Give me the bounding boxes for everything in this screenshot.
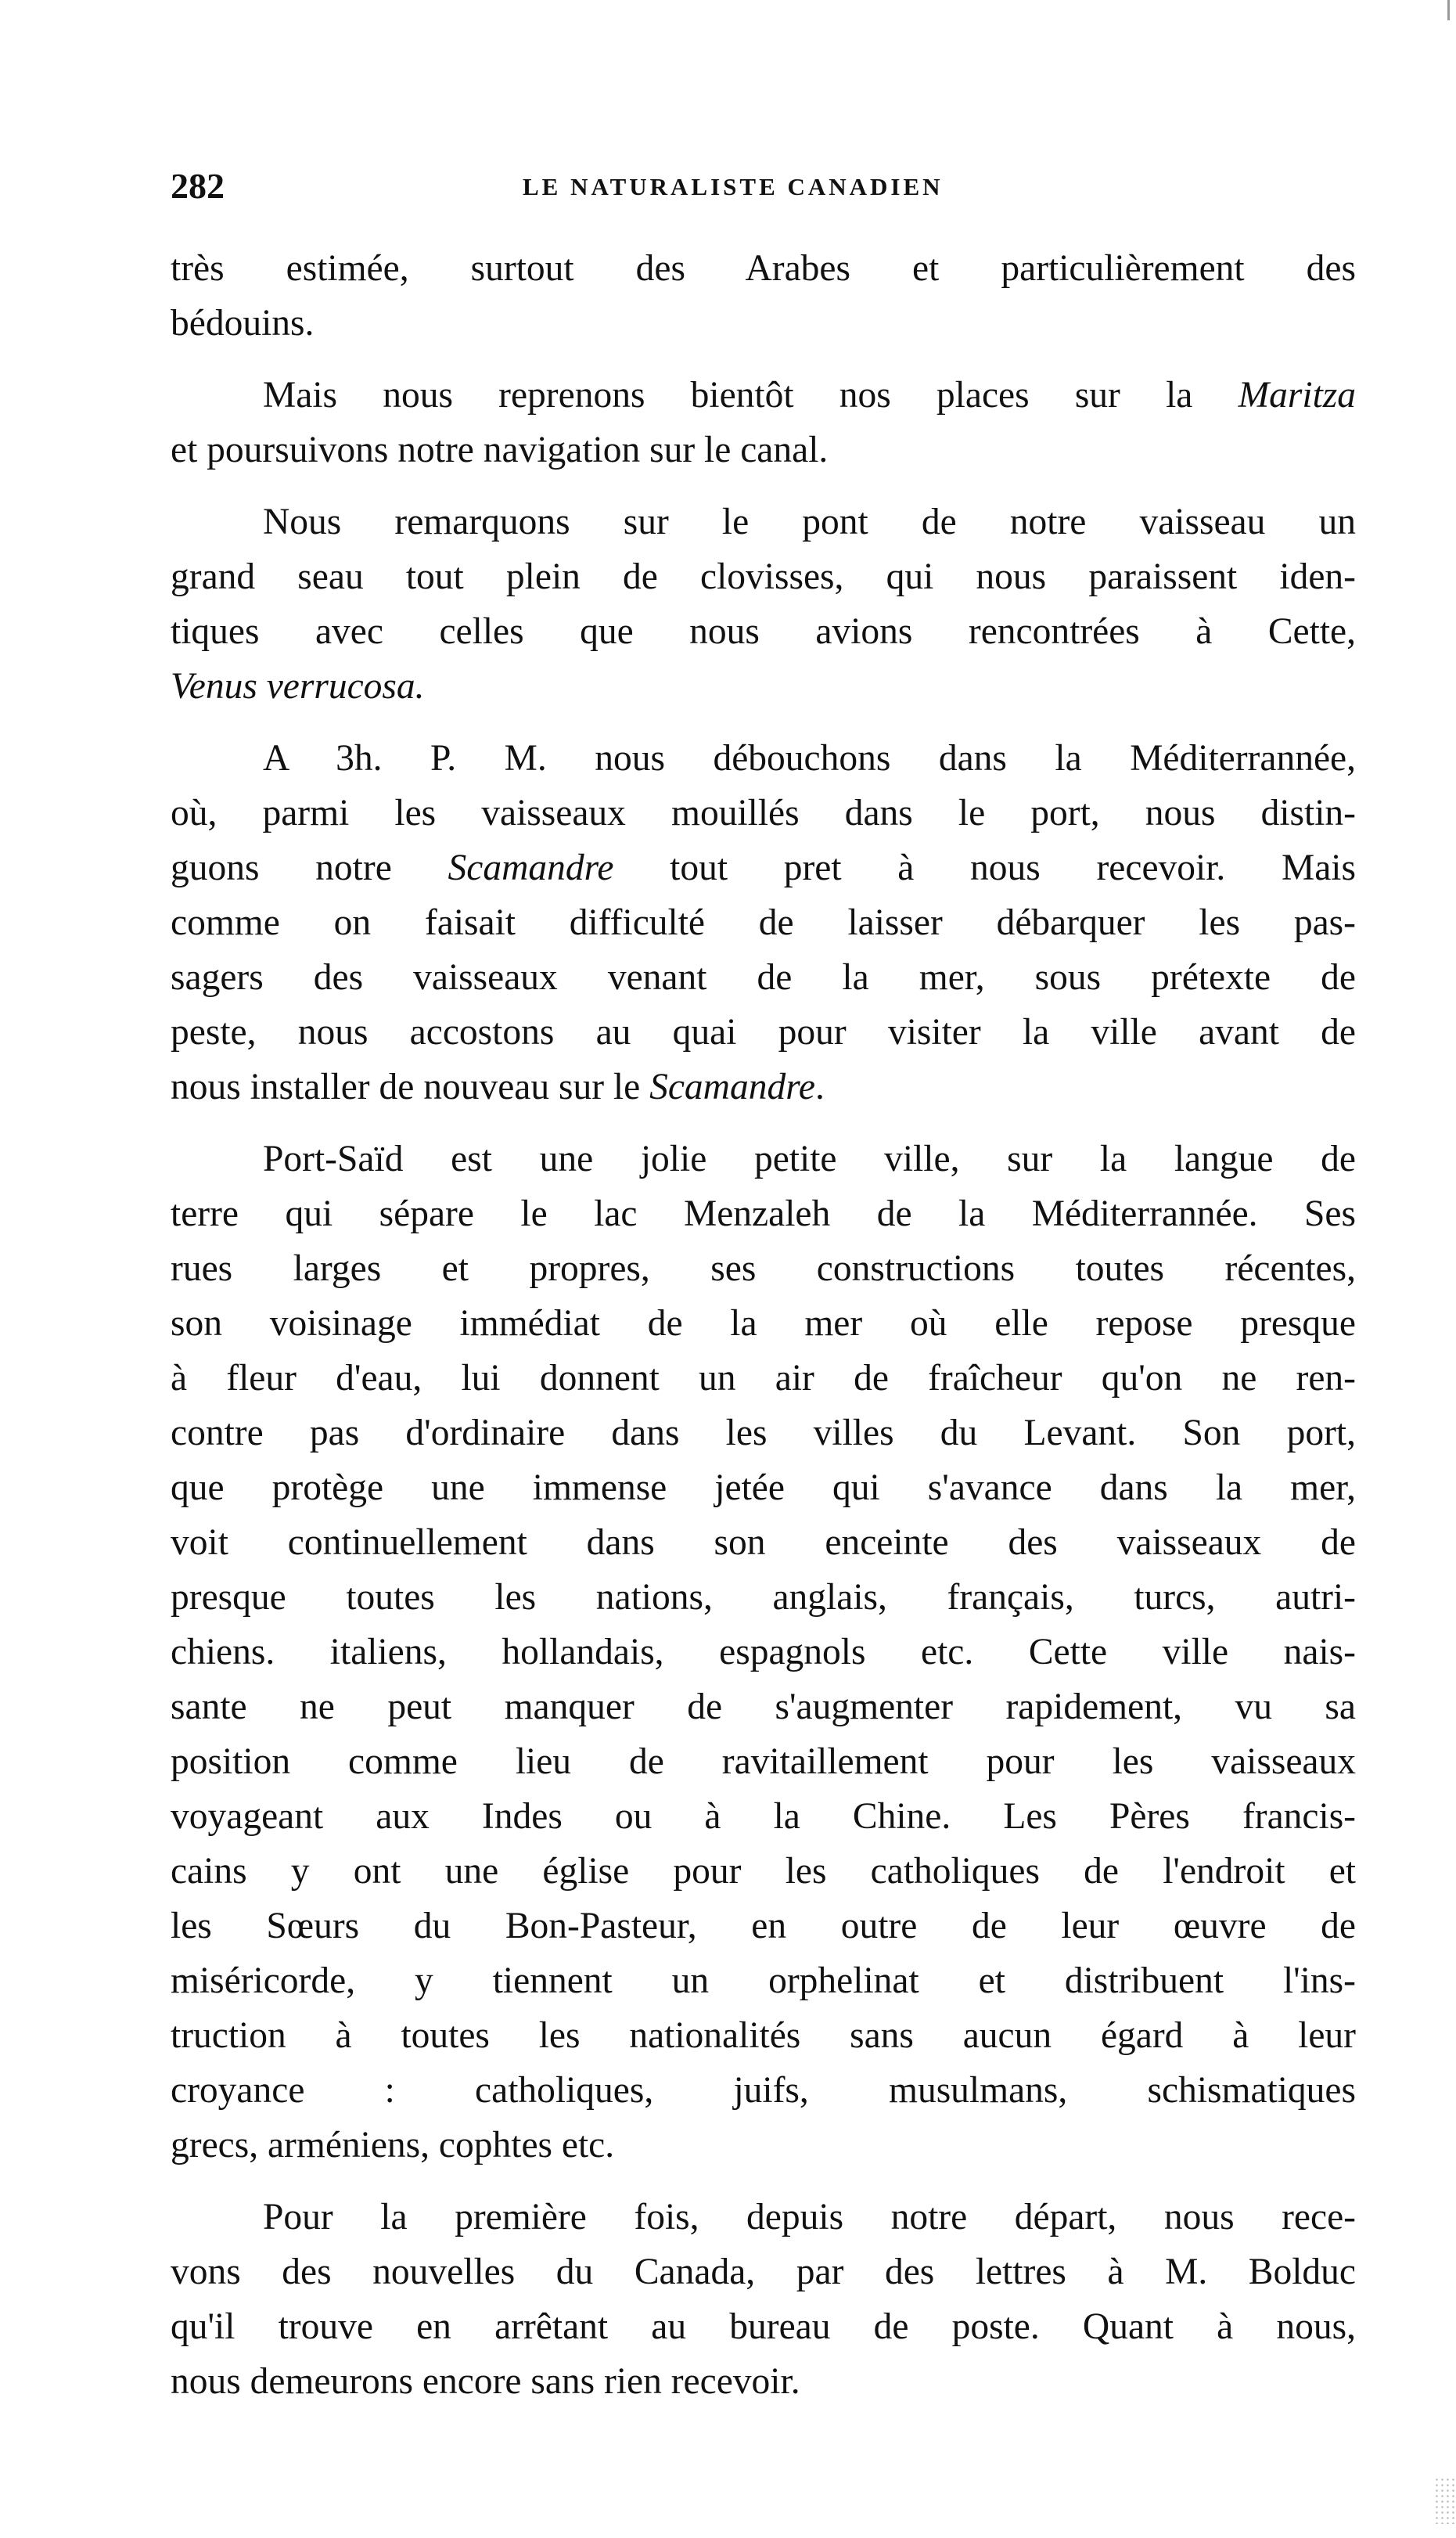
text-line: nous demeurons encore sans rien recevoir. bbox=[171, 2361, 800, 2402]
text-line bbox=[171, 495, 1356, 549]
text-line: et poursuivons notre navigation sur le canal. bbox=[171, 430, 829, 470]
text-line: vons des nouvelles du Canada, par des lettres à M. Bolduc bbox=[171, 2252, 1356, 2292]
text-line: nous installer de nouveau sur le Scamandre. bbox=[171, 1067, 825, 1107]
text-line: tiques avec celles que nous avions rencontrées à Cette, bbox=[171, 611, 1356, 652]
text-line: très estimée, surtout des Arabes et particulièrement des bbox=[171, 248, 1356, 289]
running-head bbox=[171, 163, 1356, 210]
text-line: à fleur d'eau, lui donnent un air de fraîcheur qu'on ne ren- bbox=[171, 1358, 1356, 1399]
text-line: chiens. italiens, hollandais, espagnols etc. Cette ville nais- bbox=[171, 1632, 1356, 1672]
text-line: bédouins. bbox=[171, 303, 315, 344]
text-line bbox=[171, 2190, 1356, 2245]
paragraph bbox=[171, 368, 1356, 477]
paragraph bbox=[171, 2190, 1356, 2409]
text-line bbox=[171, 731, 1356, 786]
text-line bbox=[171, 368, 1356, 423]
text-line: voit continuellement dans son enceinte des vaisseaux de bbox=[171, 1522, 1356, 1563]
paragraph bbox=[171, 731, 1356, 1114]
body-text bbox=[171, 241, 1356, 2426]
text-line: contre pas d'ordinaire dans les villes du Levant. Son port, bbox=[171, 1413, 1356, 1453]
text-line: guons notre Scamandre tout pret à nous recevoir. Mais bbox=[171, 848, 1356, 888]
text-line: peste, nous accostons au quai pour visiter la ville avant de bbox=[171, 1012, 1356, 1053]
paragraph bbox=[171, 495, 1356, 714]
text-line: croyance : catholiques, juifs, musulmans, schismatiques bbox=[171, 2070, 1356, 2111]
text-line: qu'il trouve en arrêtant au bureau de poste. Quant à nous, bbox=[171, 2306, 1356, 2347]
text-line: voyageant aux Indes ou à la Chine. Les Pères francis- bbox=[171, 1796, 1356, 1837]
scan-edge-mark bbox=[1447, 0, 1450, 20]
paragraph bbox=[171, 1132, 1356, 2173]
text-line: cains y ont une église pour les catholiques de l'endroit et bbox=[171, 1851, 1356, 1892]
page-number: 282 bbox=[171, 166, 225, 206]
text-line: grecs, arméniens, cophtes etc. bbox=[171, 2125, 615, 2165]
text-line: où, parmi les vaisseaux mouillés dans le port, nous distin- bbox=[171, 793, 1356, 833]
scan-edge-noise bbox=[1434, 2477, 1456, 2524]
text-line: rues larges et propres, ses constructions toutes récentes, bbox=[171, 1248, 1356, 1289]
text-line: sante ne peut manquer de s'augmenter rapidement, vu sa bbox=[171, 1687, 1356, 1727]
text-line: sagers des vaisseaux venant de la mer, sous prétexte de bbox=[171, 957, 1356, 998]
text-line-lead: Nous remarquons sur le pont de notre vaisseau un bbox=[263, 502, 1356, 542]
text-line: miséricorde, y tiennent un orphelinat et distribuent l'ins- bbox=[171, 1960, 1356, 2001]
text-line bbox=[171, 1132, 1356, 1186]
text-line: truction à toutes les nationalités sans aucun égard à leur bbox=[171, 2015, 1356, 2056]
text-line: presque toutes les nations, anglais, français, turcs, autri- bbox=[171, 1577, 1356, 1618]
text-line-lead: Pour la première fois, depuis notre départ, nous rece- bbox=[263, 2197, 1356, 2237]
text-line-lead: Port-Saïd est une jolie petite ville, sur la langue de bbox=[263, 1139, 1356, 1179]
text-line: comme on faisait difficulté de laisser débarquer les pas- bbox=[171, 902, 1356, 943]
text-line: son voisinage immédiat de la mer où elle repose presque bbox=[171, 1303, 1356, 1344]
text-line-lead: A 3h. P. M. nous débouchons dans la Méditerrannée, bbox=[263, 738, 1356, 779]
journal-title: LE NATURALISTE CANADIEN bbox=[523, 173, 944, 200]
text-line: que protège une immense jetée qui s'avance dans la mer, bbox=[171, 1467, 1356, 1508]
text-line: position comme lieu de ravitaillement pour les vaisseaux bbox=[171, 1741, 1356, 1782]
text-line-lead: Mais nous reprenons bientôt nos places sur la Maritza bbox=[263, 375, 1356, 416]
paragraph bbox=[171, 241, 1356, 351]
text-line: grand seau tout plein de clovisses, qui nous paraissent iden- bbox=[171, 556, 1356, 597]
text-line: terre qui sépare le lac Menzaleh de la Méditerrannée. Ses bbox=[171, 1193, 1356, 1234]
text-line: Venus verrucosa. bbox=[171, 666, 425, 707]
text-line: les Sœurs du Bon-Pasteur, en outre de leur œuvre de bbox=[171, 1906, 1356, 1946]
